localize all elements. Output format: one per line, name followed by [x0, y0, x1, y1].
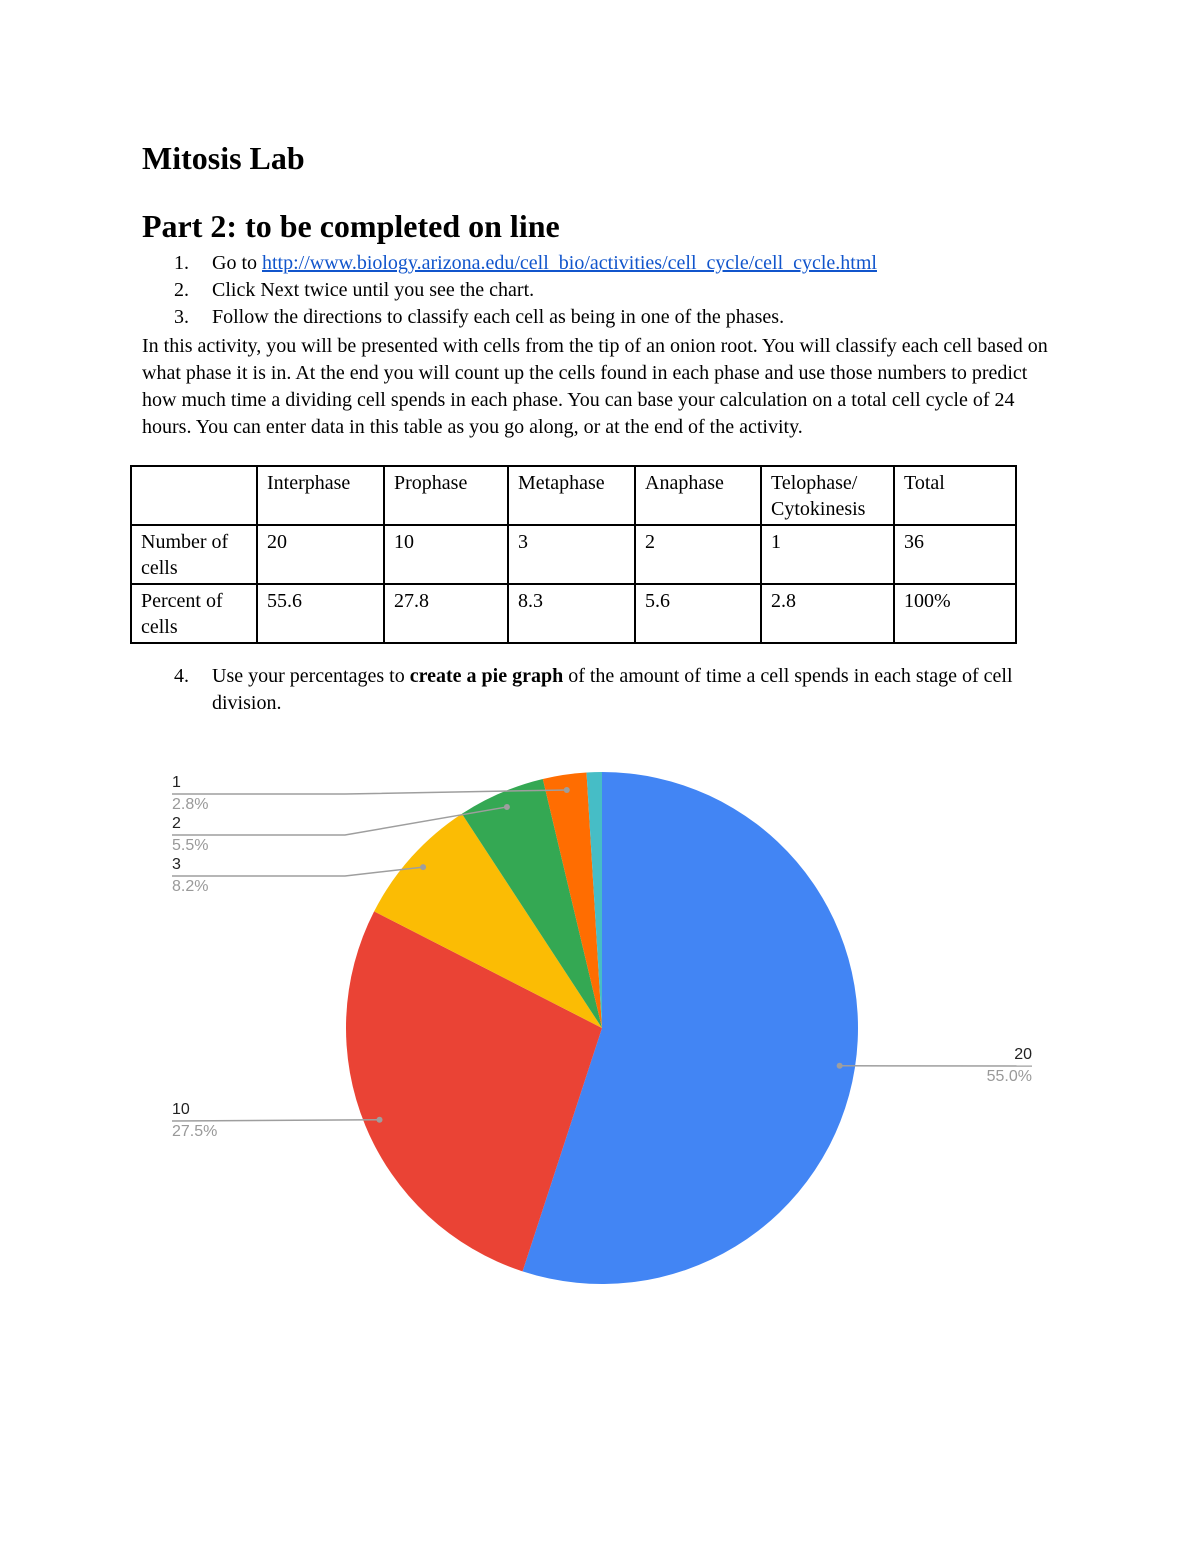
table-cell: 20 [257, 525, 384, 584]
pie-chart [0, 740, 1200, 1300]
table-cell: 55.6 [257, 584, 384, 643]
slice-value-label: 20 [1014, 1046, 1032, 1063]
slice-value-label: 10 [172, 1101, 190, 1118]
slice-percent-label: 27.5% [172, 1123, 218, 1140]
table-header-cell: Telophase/ Cytokinesis [761, 466, 894, 525]
leader-dot [504, 804, 510, 810]
step-4-before: Use your percentages to [212, 665, 410, 687]
page-title: Mitosis Lab [142, 140, 305, 176]
step-number: 2. [174, 279, 189, 301]
table-cell: 5.6 [635, 584, 761, 643]
slice-percent-label: 2.8% [172, 796, 209, 813]
step-3 [142, 304, 877, 331]
activity-link[interactable]: http://www.biology.arizona.edu/cell_bio/activities/cell_cycle/cell_cycle.html [262, 252, 877, 274]
slice-percent-label: 55.0% [986, 1068, 1032, 1085]
slice-value-label: 2 [172, 815, 181, 832]
table-header-row [131, 466, 1016, 525]
table-row [131, 584, 1016, 643]
leader-dot [377, 1117, 383, 1123]
leader-dot [564, 787, 570, 793]
step-number: 4. [174, 665, 189, 687]
table-header-cell: Interphase [257, 466, 384, 525]
table-cell: Percent of cells [131, 584, 257, 643]
instructions-list [142, 250, 877, 331]
step-1-prefix: Go to [212, 252, 262, 274]
table-cell: 8.3 [508, 584, 635, 643]
table-cell: 10 [384, 525, 508, 584]
step-1 [142, 250, 877, 277]
table-cell: 2 [635, 525, 761, 584]
step-4-after: of the amount of time a cell spends in each stage of cell division. [212, 665, 1013, 714]
slice-value-label: 3 [172, 856, 181, 873]
table-cell: 27.8 [384, 584, 508, 643]
table-header-cell: Metaphase [508, 466, 635, 525]
table-cell: 2.8 [761, 584, 894, 643]
cell-count-table [130, 465, 1017, 644]
leader-dot [420, 864, 426, 870]
slice-percent-label: 5.5% [172, 837, 209, 854]
table-cell: 3 [508, 525, 635, 584]
table-cell: Number of cells [131, 525, 257, 584]
part-heading: Part 2: to be completed on line [142, 208, 560, 244]
step-number: 3. [174, 306, 189, 328]
instructions-list-continued [142, 663, 1062, 717]
step-2-text: Click Next twice until you see the chart. [212, 279, 535, 301]
table-cell: 1 [761, 525, 894, 584]
step-4-bold: create a pie graph [409, 665, 564, 687]
pie-slices [346, 772, 858, 1284]
step-2 [142, 277, 877, 304]
step-4 [142, 663, 1062, 717]
table-cell: 36 [894, 525, 1016, 584]
step-number: 1. [174, 252, 189, 274]
activity-description: In this activity, you will be presented with cells from the tip of an onion root. You will classify each cell based on what phase it is in. At the end you will count up the cells found in each phase and use those numbers to predict how much time a dividing cell spends in each phase. You can base your calculation on a total cell cycle of 24 hours. You can enter data in this table as you go along, or at the end of the activity. [142, 335, 1048, 438]
slice-percent-label: 8.2% [172, 878, 209, 895]
table-row [131, 525, 1016, 584]
table-header-cell: Prophase [384, 466, 508, 525]
leader-line [172, 1120, 380, 1121]
table-header-cell [131, 466, 257, 525]
leader-line [172, 867, 423, 876]
table-cell: 100% [894, 584, 1016, 643]
slice-value-label: 1 [172, 774, 181, 791]
step-3-text: Follow the directions to classify each cell as being in one of the phases. [212, 306, 785, 328]
table-header-cell: Total [894, 466, 1016, 525]
table-header-cell: Anaphase [635, 466, 761, 525]
leader-dot [837, 1063, 843, 1069]
